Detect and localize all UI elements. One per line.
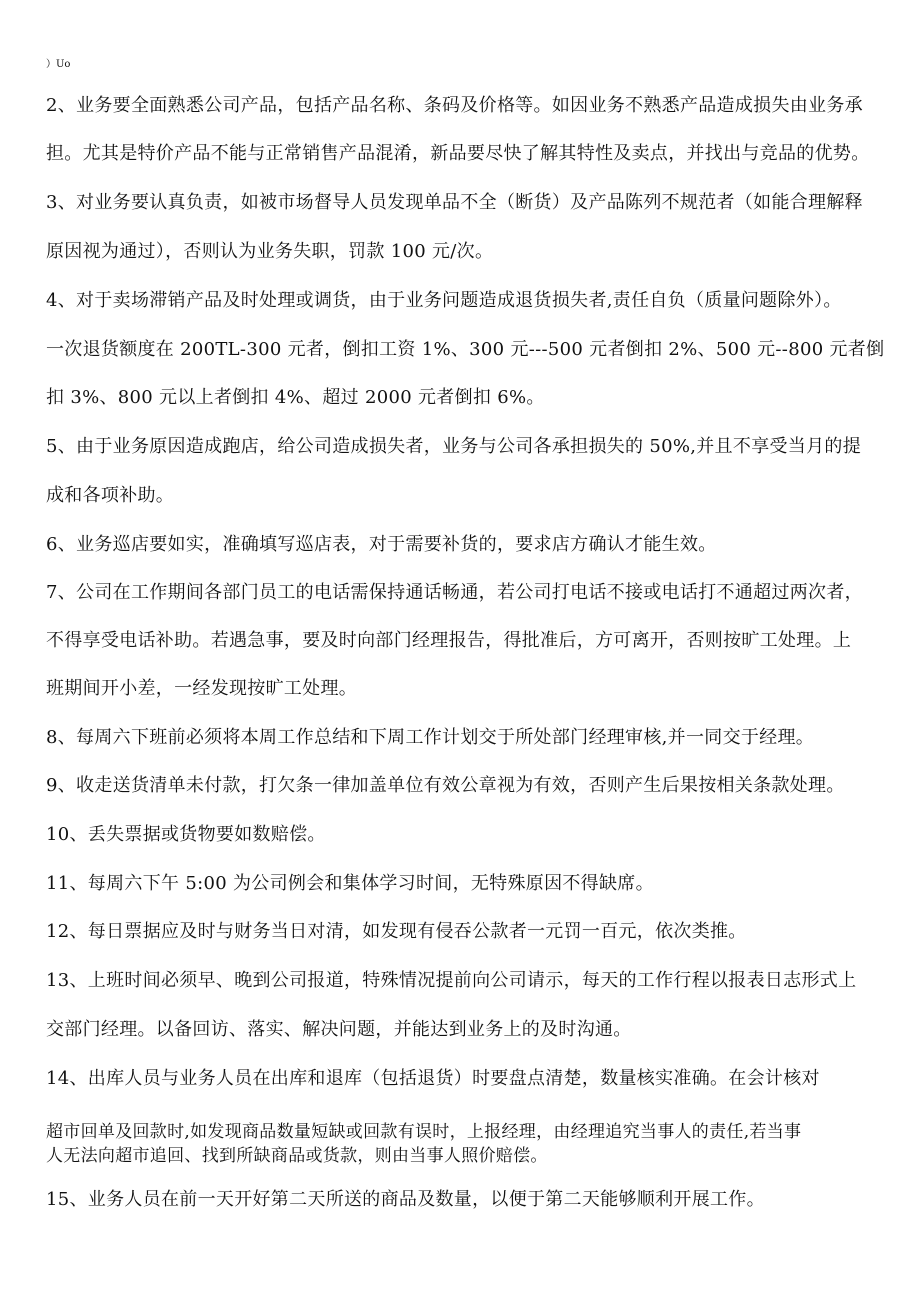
text-line: 9、收走送货清单未付款，打欠条一律加盖单位有效公章视为有效，否则产生后果按相关条款处理。 [46,775,845,796]
text-line: 超市回单及回款时,如发现商品数量短缺或回款有误时，上报经理，由经理追究当事人的责任,若当事 [46,1122,802,1142]
text-line: 3、对业务要认真负责，如被市场督导人员发现单品不全（断货）及产品陈列不规范者（如能合理解释 [46,192,863,213]
text-line: 15、业务人员在前一天开好第二天所送的商品及数量，以便于第二天能够顺利开展工作。 [46,1189,765,1210]
text-line: 8、每周六下班前必须将本周工作总结和下周工作计划交于所处部门经理审核,并一同交于经理。 [46,727,815,748]
text-line: 11、每周六下午 5:00 为公司例会和集体学习时间，无特殊原因不得缺席。 [46,873,654,894]
text-line: 成和各项补助。 [46,485,175,506]
text-line: 2、业务要全面熟悉公司产品，包括产品名称、条码及价格等。如因业务不熟悉产品造成损失由业务承 [46,95,863,116]
text-line: 4、对于卖场滞销产品及时处理或调货，由于业务问题造成退货损失者,责任自负（质量问题除外）。 [46,290,842,311]
text-line: 人无法向超市追回、找到所缺商品或货款，则由当事人照价赔偿。 [46,1146,548,1166]
header-fragment: ）Uo [46,59,71,70]
text-line: 一次退货额度在 200TL-300 元者，倒扣工资 1%、300 元---500 元者倒扣 2%、500 元--800 元者倒 [46,339,885,360]
text-line: 不得享受电话补助。若遇急事，要及时向部门经理报告，得批准后，方可离开，否则按旷工处理。上 [46,630,852,651]
text-line: 12、每日票据应及时与财务当日对清，如发现有侵吞公款者一元罚一百元，依次类推。 [46,921,747,942]
text-line: 5、由于业务原因造成跑店，给公司造成损失者，业务与公司各承担损失的 50%,并且不享受当月的提 [46,436,861,457]
text-line: 担。尤其是特价产品不能与正常销售产品混淆，新品要尽快了解其特性及卖点，并找出与竞品的优势。 [46,143,870,164]
text-line: 原因视为通过），否则认为业务失职，罚款 100 元/次。 [46,241,494,262]
text-line: 交部门经理。以备回访、落实、解决问题，并能达到业务上的及时沟通。 [46,1019,632,1040]
text-line: 14、出库人员与业务人员在出库和退库（包括退货）时要盘点清楚，数量核实准确。在会计核对 [46,1068,820,1089]
text-line: 班期间开小差，一经发现按旷工处理。 [46,678,358,699]
text-line: 7、公司在工作期间各部门员工的电话需保持通话畅通，若公司打电话不接或电话打不通超过两次者， [46,582,863,603]
text-line: 10、丢失票据或货物要如数赔偿。 [46,824,326,845]
text-line: 13、上班时间必须早、晚到公司报道，特殊情况提前向公司请示，每天的工作行程以报表日志形式上 [46,970,857,991]
text-line: 6、业务巡店要如实，准确填写巡店表，对于需要补货的，要求店方确认才能生效。 [46,534,717,555]
text-line: 扣 3%、800 元以上者倒扣 4%、超过 2000 元者倒扣 6%。 [46,387,545,408]
